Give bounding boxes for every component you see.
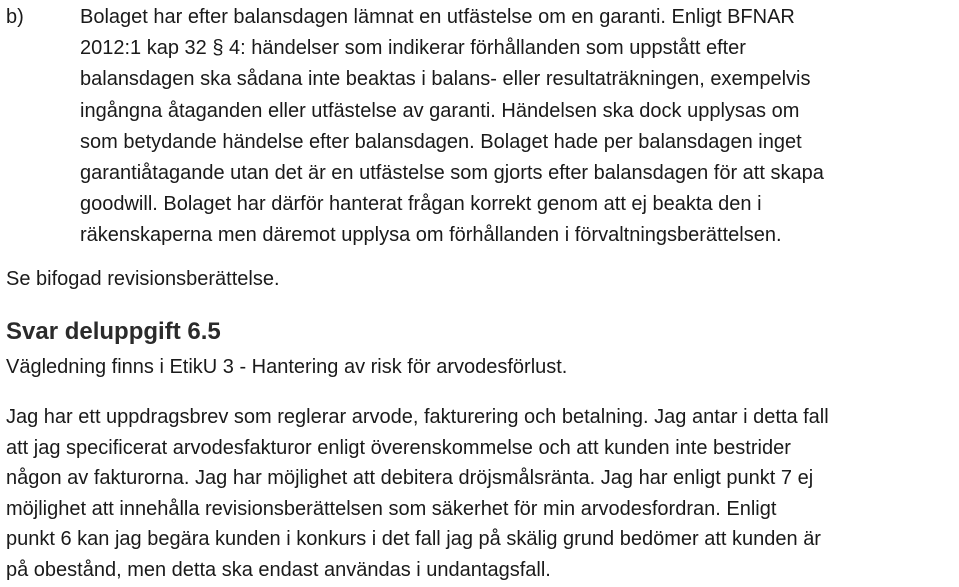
text-line: som betydande händelse efter balansdagen. Bolaget hade per balansdagen inget bbox=[80, 130, 802, 153]
section-heading: Svar deluppgift 6.5 bbox=[6, 318, 221, 345]
text-line: Jag har ett uppdragsbrev som reglerar arvode, fakturering och betalning. Jag antar i detta fall bbox=[6, 406, 829, 428]
text-line: någon av fakturorna. Jag har möjlighet att debitera dröjsmålsränta. Jag har enligt punkt 7 ej bbox=[6, 467, 814, 490]
text-line: Bolaget har efter balansdagen lämnat en utfästelse om en garanti. Enligt BFNAR bbox=[80, 6, 795, 28]
list-item-text bbox=[80, 2, 955, 252]
text-line: möjlighet att innehålla revisionsberättelsen som säkerhet för min arvodesfordran. Enligt bbox=[6, 497, 777, 520]
text-line: räkenskaperna men däremot upplysa om förhållanden i förvaltningsberättelsen. bbox=[80, 224, 782, 247]
attachment-note: Se bifogad revisionsberättelse. bbox=[6, 268, 280, 290]
text-line: 2012:1 kap 32 § 4: händelser som indikerar förhållanden som uppstått efter bbox=[80, 37, 746, 60]
guidance-note: Vägledning finns i EtikU 3 - Hantering av risk för arvodesförlust. bbox=[6, 356, 568, 378]
list-marker: b) bbox=[6, 6, 24, 28]
text-line: balansdagen ska sådana inte beaktas i balans- eller resultaträkningen, exempelvis bbox=[80, 68, 811, 91]
text-line: att jag specificerat arvodesfakturor enligt överenskommelse och att kunden inte bestrider bbox=[6, 436, 791, 459]
text-line: punkt 6 kan jag begära kunden i konkurs i det fall jag på skälig grund bedömer att kunden är bbox=[6, 528, 821, 551]
text-line: goodwill. Bolaget har därför hanterat frågan korrekt genom att ej beakta den i bbox=[80, 193, 762, 216]
text-line: ingångna åtaganden eller utfästelse av garanti. Händelsen ska dock upplysas om bbox=[80, 99, 800, 122]
text-line: på obestånd, men detta ska endast användas i undantagsfall. bbox=[6, 558, 551, 581]
answer-paragraph bbox=[6, 402, 956, 586]
text-line: garantiåtagande utan det är en utfästelse som gjorts efter balansdagen för att skapa bbox=[80, 162, 824, 185]
